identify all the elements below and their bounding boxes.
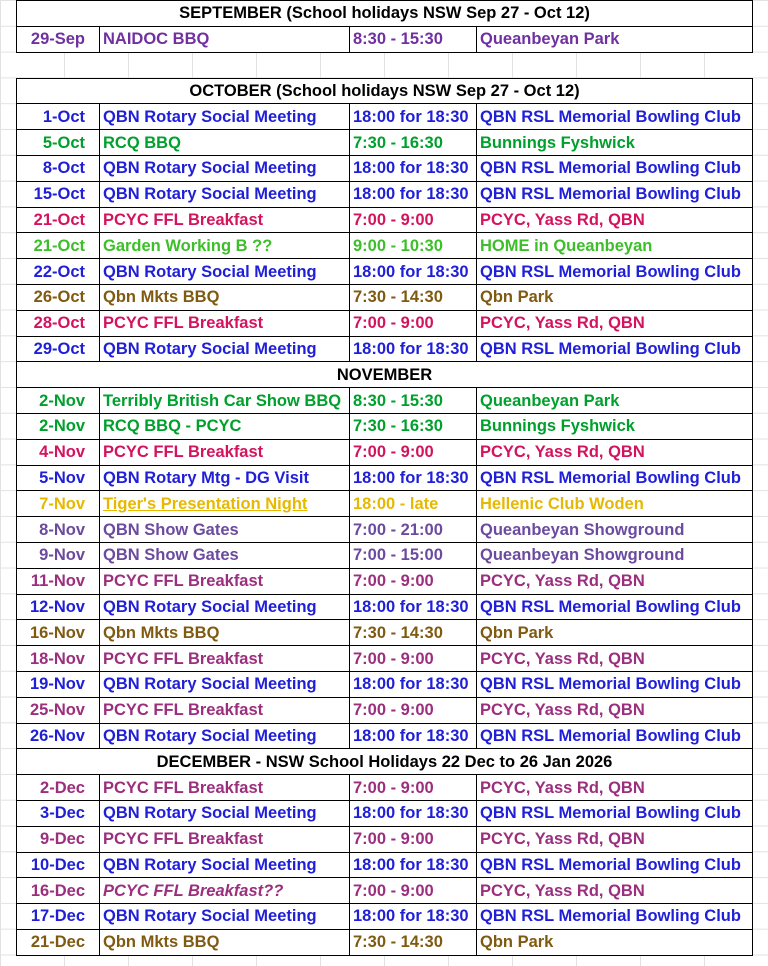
event-cell: PCYC FFL Breakfast bbox=[100, 646, 350, 672]
time-cell: 7:30 - 14:30 bbox=[350, 284, 477, 310]
location-cell: PCYC, Yass Rd, QBN bbox=[477, 775, 753, 801]
location-cell: PCYC, Yass Rd, QBN bbox=[477, 207, 753, 233]
event-row bbox=[17, 568, 753, 594]
event-cell: QBN Rotary Social Meeting bbox=[100, 904, 350, 930]
location-cell: PCYC, Yass Rd, QBN bbox=[477, 646, 753, 672]
event-cell: Tiger's Presentation Night bbox=[100, 491, 350, 517]
time-cell: 7:00 - 9:00 bbox=[350, 207, 477, 233]
event-cell: QBN Rotary Mtg - DG Visit bbox=[100, 465, 350, 491]
location-cell: Qbn Park bbox=[477, 620, 753, 646]
time-cell: 7:00 - 21:00 bbox=[350, 517, 477, 543]
event-row bbox=[17, 800, 753, 826]
date-cell: 3-Dec bbox=[17, 800, 100, 826]
time-cell: 18:00 for 18:30 bbox=[350, 594, 477, 620]
date-cell: 18-Nov bbox=[17, 646, 100, 672]
location-cell: Hellenic Club Woden bbox=[477, 491, 753, 517]
date-cell: 21-Dec bbox=[17, 929, 100, 955]
event-cell: QBN Rotary Social Meeting bbox=[100, 336, 350, 362]
location-cell: QBN RSL Memorial Bowling Club bbox=[477, 155, 753, 181]
date-cell: 28-Oct bbox=[17, 310, 100, 336]
location-cell: PCYC, Yass Rd, QBN bbox=[477, 826, 753, 852]
event-row bbox=[17, 775, 753, 801]
event-row bbox=[17, 620, 753, 646]
event-row bbox=[17, 542, 753, 568]
event-cell: QBN Show Gates bbox=[100, 517, 350, 543]
location-cell: QBN RSL Memorial Bowling Club bbox=[477, 465, 753, 491]
month-header: OCTOBER (School holidays NSW Sep 27 - Oct 12) bbox=[17, 78, 753, 104]
time-cell: 18:00 - late bbox=[350, 491, 477, 517]
location-cell: PCYC, Yass Rd, QBN bbox=[477, 310, 753, 336]
event-row bbox=[17, 465, 753, 491]
time-cell: 18:00 for 18:30 bbox=[350, 104, 477, 130]
event-row bbox=[17, 723, 753, 749]
date-cell: 16-Nov bbox=[17, 620, 100, 646]
location-cell: QBN RSL Memorial Bowling Club bbox=[477, 723, 753, 749]
location-cell: PCYC, Yass Rd, QBN bbox=[477, 568, 753, 594]
event-cell: QBN Rotary Social Meeting bbox=[100, 181, 350, 207]
location-cell: Queanbeyan Showground bbox=[477, 542, 753, 568]
location-cell: HOME in Queanbeyan bbox=[477, 233, 753, 259]
location-cell: QBN RSL Memorial Bowling Club bbox=[477, 259, 753, 285]
date-cell: 15-Oct bbox=[17, 181, 100, 207]
event-cell: Qbn Mkts BBQ bbox=[100, 284, 350, 310]
time-cell: 7:00 - 9:00 bbox=[350, 310, 477, 336]
location-cell: Bunnings Fyshwick bbox=[477, 413, 753, 439]
date-cell: 16-Dec bbox=[17, 878, 100, 904]
month-header-row bbox=[17, 362, 753, 388]
time-cell: 18:00 for 18:30 bbox=[350, 259, 477, 285]
time-cell: 7:00 - 9:00 bbox=[350, 775, 477, 801]
event-cell: PCYC FFL Breakfast?? bbox=[100, 878, 350, 904]
event-cell: RCQ BBQ - PCYC bbox=[100, 413, 350, 439]
time-cell: 7:00 - 9:00 bbox=[350, 878, 477, 904]
time-cell: 7:00 - 9:00 bbox=[350, 439, 477, 465]
time-cell: 18:00 for 18:30 bbox=[350, 852, 477, 878]
date-cell: 2-Nov bbox=[17, 413, 100, 439]
event-cell: PCYC FFL Breakfast bbox=[100, 207, 350, 233]
event-row bbox=[17, 878, 753, 904]
event-cell: QBN Show Gates bbox=[100, 542, 350, 568]
date-cell: 26-Oct bbox=[17, 284, 100, 310]
event-row bbox=[17, 310, 753, 336]
event-cell: Terribly British Car Show BBQ bbox=[100, 388, 350, 414]
event-row bbox=[17, 697, 753, 723]
spacer-cell bbox=[17, 52, 753, 78]
event-cell: QBN Rotary Social Meeting bbox=[100, 155, 350, 181]
time-cell: 7:30 - 16:30 bbox=[350, 130, 477, 156]
time-cell: 7:30 - 14:30 bbox=[350, 620, 477, 646]
event-cell: PCYC FFL Breakfast bbox=[100, 439, 350, 465]
location-cell: QBN RSL Memorial Bowling Club bbox=[477, 671, 753, 697]
date-cell: 9-Dec bbox=[17, 826, 100, 852]
event-row bbox=[17, 646, 753, 672]
event-row bbox=[17, 517, 753, 543]
time-cell: 7:00 - 9:00 bbox=[350, 826, 477, 852]
time-cell: 18:00 for 18:30 bbox=[350, 155, 477, 181]
location-cell: Qbn Park bbox=[477, 284, 753, 310]
event-cell: QBN Rotary Social Meeting bbox=[100, 723, 350, 749]
event-cell: NAIDOC BBQ bbox=[100, 26, 350, 52]
event-cell: RCQ BBQ bbox=[100, 130, 350, 156]
date-cell: 21-Oct bbox=[17, 207, 100, 233]
event-cell: Qbn Mkts BBQ bbox=[100, 929, 350, 955]
events-calendar-table bbox=[16, 0, 753, 956]
time-cell: 18:00 for 18:30 bbox=[350, 671, 477, 697]
time-cell: 7:30 - 16:30 bbox=[350, 413, 477, 439]
date-cell: 25-Nov bbox=[17, 697, 100, 723]
event-cell: PCYC FFL Breakfast bbox=[100, 775, 350, 801]
event-row bbox=[17, 439, 753, 465]
time-cell: 18:00 for 18:30 bbox=[350, 336, 477, 362]
event-cell: QBN Rotary Social Meeting bbox=[100, 104, 350, 130]
date-cell: 19-Nov bbox=[17, 671, 100, 697]
events-calendar-body bbox=[17, 1, 753, 956]
location-cell: QBN RSL Memorial Bowling Club bbox=[477, 800, 753, 826]
event-row bbox=[17, 929, 753, 955]
date-cell: 2-Dec bbox=[17, 775, 100, 801]
month-header: SEPTEMBER (School holidays NSW Sep 27 - Oct 12) bbox=[17, 1, 753, 27]
event-cell: Garden Working B ?? bbox=[100, 233, 350, 259]
time-cell: 18:00 for 18:30 bbox=[350, 800, 477, 826]
event-cell: PCYC FFL Breakfast bbox=[100, 826, 350, 852]
location-cell: Qbn Park bbox=[477, 929, 753, 955]
date-cell: 29-Sep bbox=[17, 26, 100, 52]
date-cell: 12-Nov bbox=[17, 594, 100, 620]
location-cell: Bunnings Fyshwick bbox=[477, 130, 753, 156]
event-cell: Qbn Mkts BBQ bbox=[100, 620, 350, 646]
event-row bbox=[17, 155, 753, 181]
time-cell: 8:30 - 15:30 bbox=[350, 388, 477, 414]
event-row bbox=[17, 826, 753, 852]
event-row bbox=[17, 388, 753, 414]
time-cell: 7:00 - 15:00 bbox=[350, 542, 477, 568]
event-row bbox=[17, 413, 753, 439]
time-cell: 18:00 for 18:30 bbox=[350, 181, 477, 207]
event-cell: PCYC FFL Breakfast bbox=[100, 568, 350, 594]
location-cell: PCYC, Yass Rd, QBN bbox=[477, 439, 753, 465]
time-cell: 18:00 for 18:30 bbox=[350, 723, 477, 749]
event-row bbox=[17, 491, 753, 517]
date-cell: 8-Oct bbox=[17, 155, 100, 181]
event-row bbox=[17, 904, 753, 930]
location-cell: QBN RSL Memorial Bowling Club bbox=[477, 594, 753, 620]
time-cell: 7:00 - 9:00 bbox=[350, 697, 477, 723]
month-header-row bbox=[17, 749, 753, 775]
date-cell: 2-Nov bbox=[17, 388, 100, 414]
time-cell: 18:00 for 18:30 bbox=[350, 465, 477, 491]
location-cell: QBN RSL Memorial Bowling Club bbox=[477, 904, 753, 930]
event-cell: QBN Rotary Social Meeting bbox=[100, 671, 350, 697]
spacer-row bbox=[17, 52, 753, 78]
time-cell: 7:30 - 14:30 bbox=[350, 929, 477, 955]
location-cell: PCYC, Yass Rd, QBN bbox=[477, 697, 753, 723]
event-row bbox=[17, 852, 753, 878]
time-cell: 18:00 for 18:30 bbox=[350, 904, 477, 930]
location-cell: QBN RSL Memorial Bowling Club bbox=[477, 852, 753, 878]
event-row bbox=[17, 594, 753, 620]
month-header-row bbox=[17, 1, 753, 27]
date-cell: 21-Oct bbox=[17, 233, 100, 259]
event-row bbox=[17, 181, 753, 207]
event-cell: QBN Rotary Social Meeting bbox=[100, 800, 350, 826]
date-cell: 8-Nov bbox=[17, 517, 100, 543]
date-cell: 5-Nov bbox=[17, 465, 100, 491]
month-header: NOVEMBER bbox=[17, 362, 753, 388]
date-cell: 29-Oct bbox=[17, 336, 100, 362]
date-cell: 5-Oct bbox=[17, 130, 100, 156]
event-cell: QBN Rotary Social Meeting bbox=[100, 852, 350, 878]
location-cell: QBN RSL Memorial Bowling Club bbox=[477, 181, 753, 207]
month-header: DECEMBER - NSW School Holidays 22 Dec to 26 Jan 2026 bbox=[17, 749, 753, 775]
time-cell: 9:00 - 10:30 bbox=[350, 233, 477, 259]
location-cell: QBN RSL Memorial Bowling Club bbox=[477, 104, 753, 130]
event-row bbox=[17, 233, 753, 259]
date-cell: 7-Nov bbox=[17, 491, 100, 517]
event-row bbox=[17, 259, 753, 285]
location-cell: PCYC, Yass Rd, QBN bbox=[477, 878, 753, 904]
event-cell: PCYC FFL Breakfast bbox=[100, 310, 350, 336]
event-cell: PCYC FFL Breakfast bbox=[100, 697, 350, 723]
month-header-row bbox=[17, 78, 753, 104]
date-cell: 10-Dec bbox=[17, 852, 100, 878]
event-row bbox=[17, 26, 753, 52]
date-cell: 4-Nov bbox=[17, 439, 100, 465]
event-row bbox=[17, 336, 753, 362]
event-row bbox=[17, 207, 753, 233]
event-row bbox=[17, 284, 753, 310]
time-cell: 7:00 - 9:00 bbox=[350, 646, 477, 672]
location-cell: QBN RSL Memorial Bowling Club bbox=[477, 336, 753, 362]
time-cell: 8:30 - 15:30 bbox=[350, 26, 477, 52]
date-cell: 26-Nov bbox=[17, 723, 100, 749]
location-cell: Queanbeyan Showground bbox=[477, 517, 753, 543]
event-row bbox=[17, 671, 753, 697]
date-cell: 17-Dec bbox=[17, 904, 100, 930]
date-cell: 1-Oct bbox=[17, 104, 100, 130]
time-cell: 7:00 - 9:00 bbox=[350, 568, 477, 594]
event-row bbox=[17, 104, 753, 130]
date-cell: 11-Nov bbox=[17, 568, 100, 594]
event-cell: QBN Rotary Social Meeting bbox=[100, 259, 350, 285]
date-cell: 9-Nov bbox=[17, 542, 100, 568]
location-cell: Queanbeyan Park bbox=[477, 388, 753, 414]
event-row bbox=[17, 130, 753, 156]
location-cell: Queanbeyan Park bbox=[477, 26, 753, 52]
event-cell: QBN Rotary Social Meeting bbox=[100, 594, 350, 620]
date-cell: 22-Oct bbox=[17, 259, 100, 285]
